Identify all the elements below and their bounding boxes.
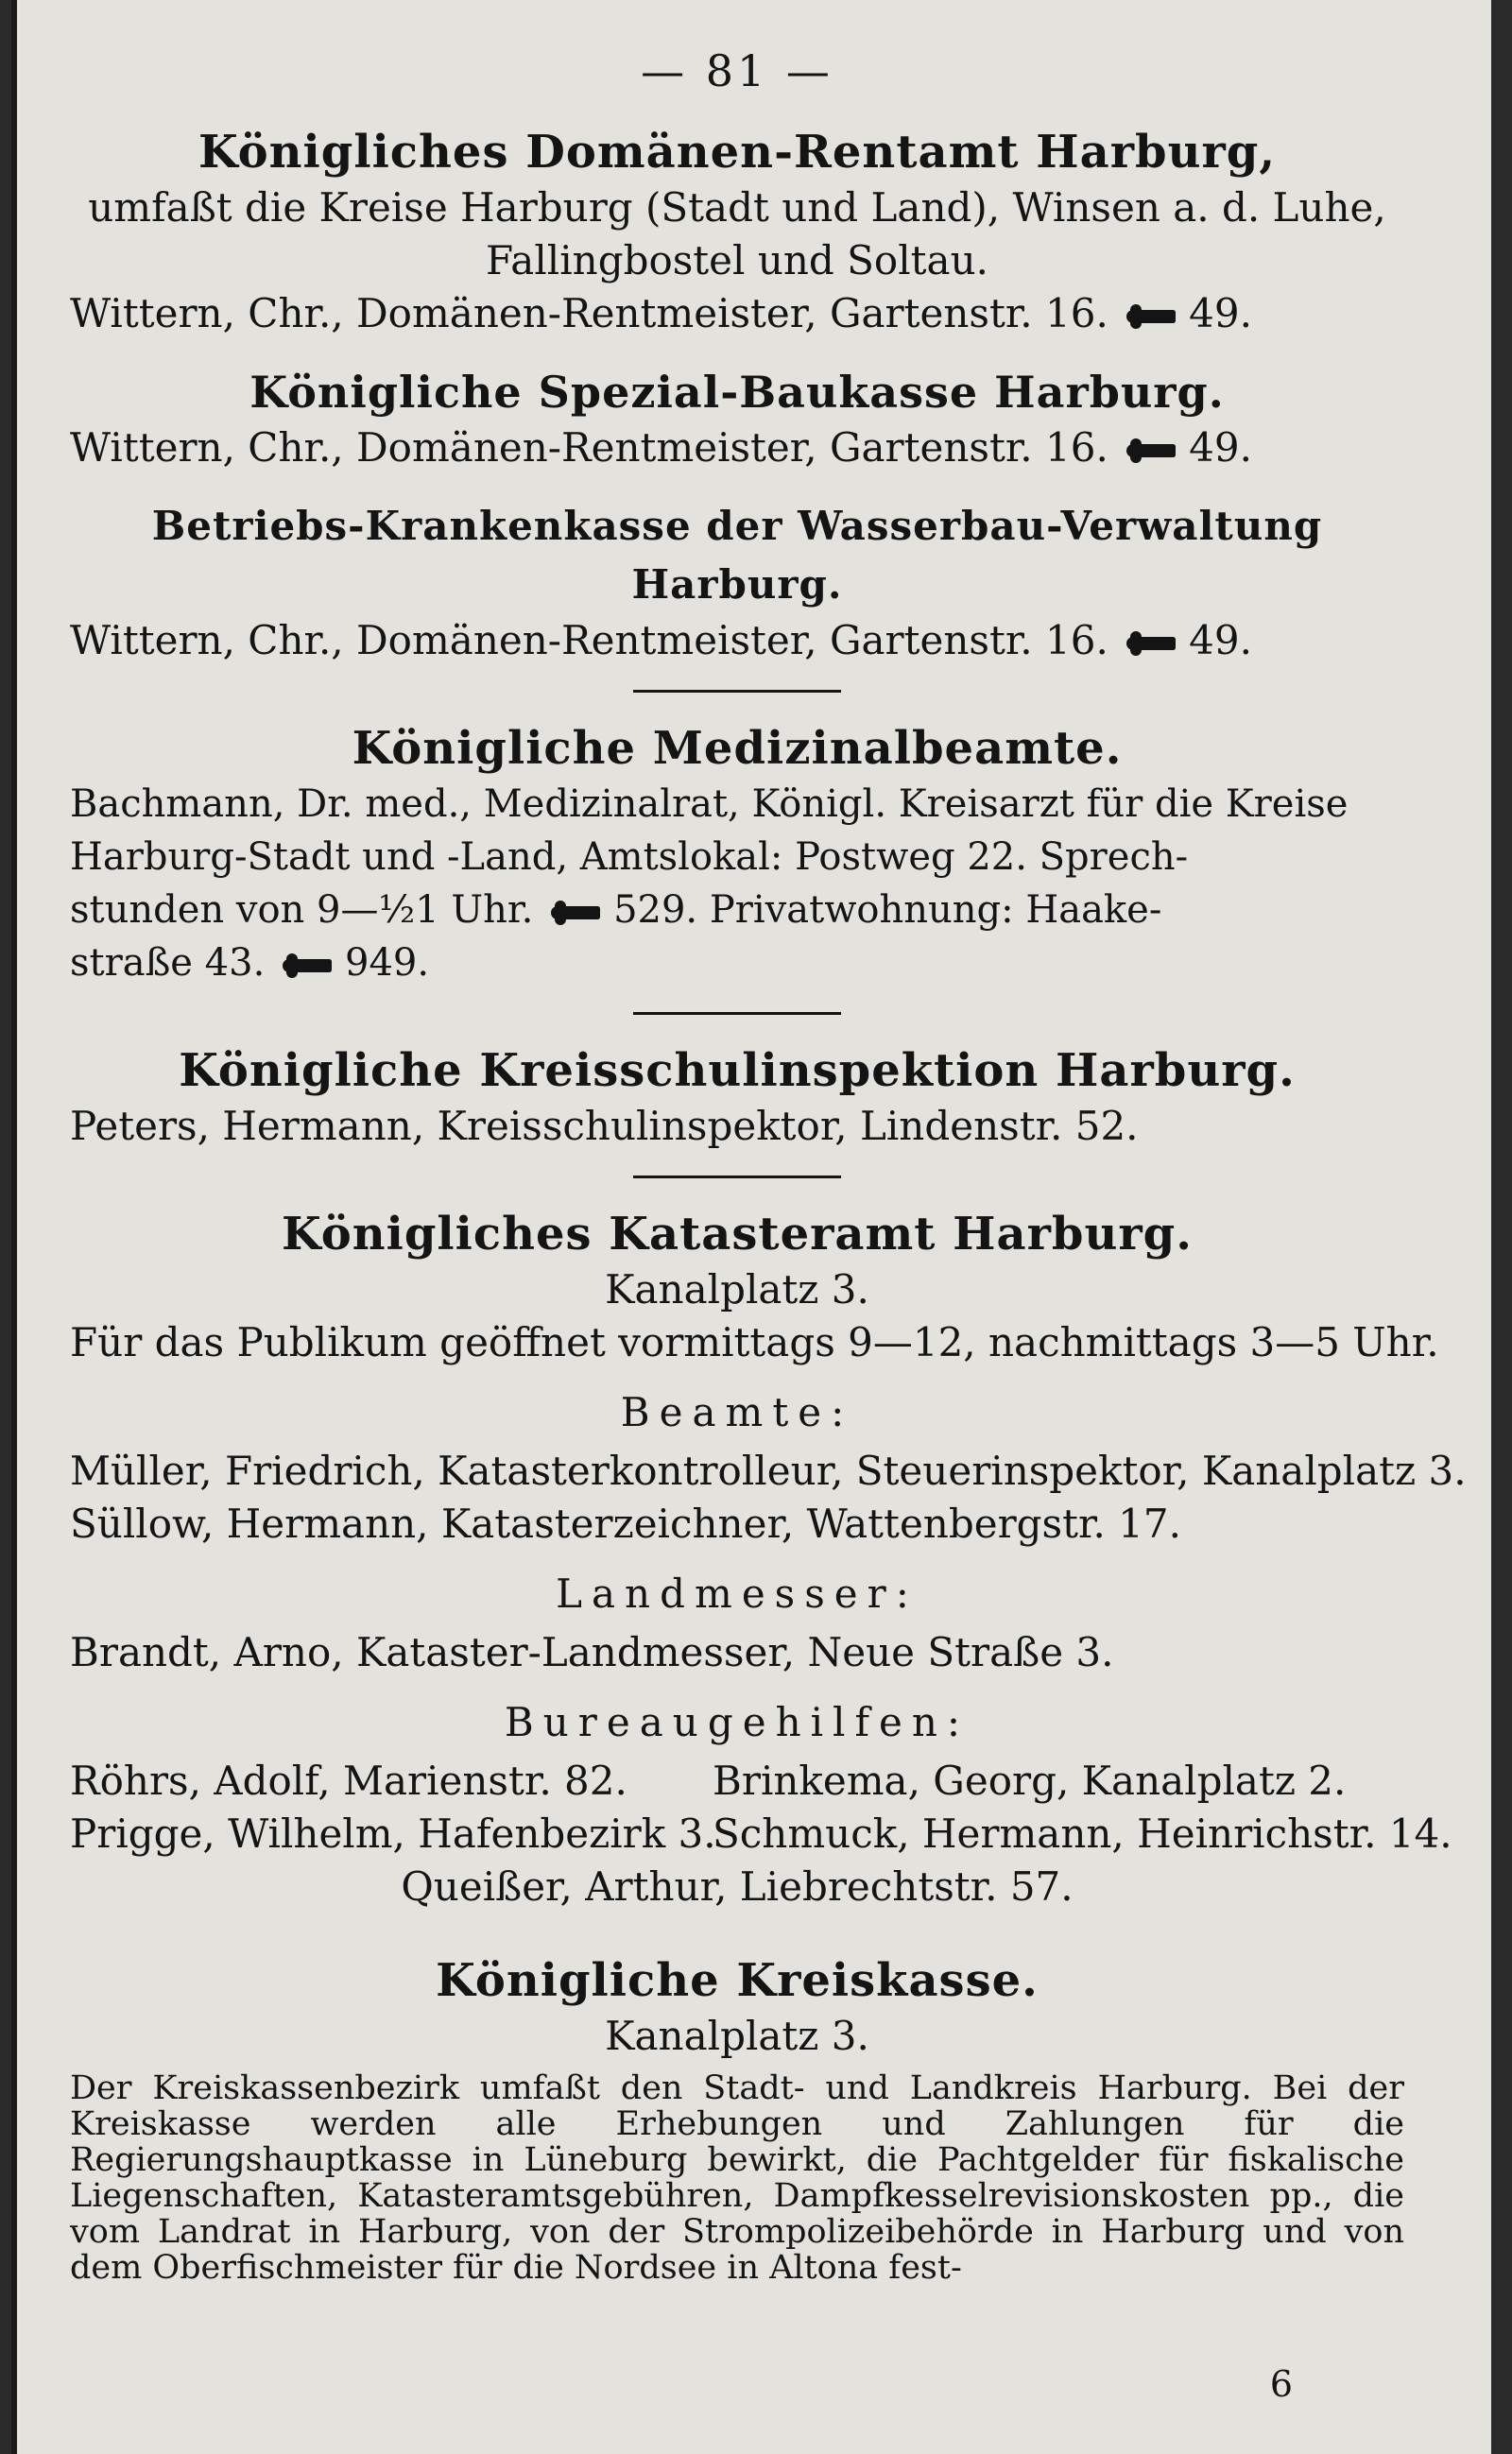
entry-line: Bachmann, Dr. med., Medizinalrat, Königl. Kreisarzt für die Kreise — [70, 782, 1349, 826]
list-item: Müller, Friedrich, Katasterkontrolleur, Steuerinspektor, Kanalplatz 3. — [70, 1448, 1467, 1494]
entry-line — [70, 936, 1404, 989]
entry-line: Peters, Hermann, Kreisschulinspektor, Lindenstr. 52. — [70, 1103, 1139, 1149]
entry-text: straße 43. — [70, 941, 266, 985]
section-description: Fallingbostel und Soltau. — [486, 237, 988, 283]
telephone-icon — [283, 953, 335, 978]
entry-line — [70, 287, 1404, 340]
opening-hours: Für das Publikum geöffnet vormittags 9—12, nachmittags 3—5 Uhr. — [70, 1319, 1439, 1365]
entry-text: Wittern, Chr., Domänen-Rentmeister, Gartenstr. 16. — [70, 290, 1108, 336]
category-label: Beamte: — [620, 1389, 854, 1435]
list-item: Prigge, Wilhelm, Hafenbezirk 3. — [70, 1810, 716, 1857]
right-page-edge — [1491, 0, 1512, 2454]
section-divider — [633, 690, 841, 693]
section-address: Kanalplatz 3. — [605, 1266, 869, 1313]
telephone-icon — [551, 901, 604, 925]
section-katasteramt — [70, 1205, 1467, 1913]
entry-line — [70, 614, 1404, 667]
left-page-edge — [0, 0, 11, 2454]
section-divider — [633, 1012, 841, 1015]
list-row — [70, 1755, 1404, 1808]
telephone-icon — [1126, 438, 1179, 463]
section-title: Königliche Kreiskasse. — [436, 1954, 1039, 2007]
entry-line — [70, 884, 1404, 936]
section-kreiskasse — [70, 1951, 1404, 2286]
category-label: Landmesser: — [556, 1570, 919, 1617]
section-title: Königliche Kreisschulinspektion Harburg. — [179, 1044, 1296, 1097]
list-item: Süllow, Hermann, Katasterzeichner, Wattenbergstr. 17. — [70, 1501, 1181, 1547]
section-betriebs-krankenkasse — [70, 497, 1404, 667]
section-body-text: Der Kreiskassenbezirk umfaßt den Stadt- und Landkreis Harburg. Bei der Kreiskasse werden alle Erhebungen und Zahlungen für die Regierungshauptkasse in Lüneburg bewirkt, die Pachtgelder für fiskalische Liegenschaften, Katasteramtsgebühren, Dampfkesselrevisionskosten pp., die vom Landrat in Harburg, von der Strompolizeibehörde in Harburg und von dem Oberfischmeister für die Nordsee in Altona fest- — [70, 2069, 1404, 2287]
entry-text: Privatwohnung: Haake- — [709, 888, 1162, 932]
section-kreisschulinspektion — [70, 1041, 1404, 1153]
section-divider — [633, 1176, 841, 1178]
book-page — [17, 0, 1491, 2454]
list-item: Schmuck, Hermann, Heinrichstr. 14. — [713, 1810, 1452, 1857]
list-item: Brandt, Arno, Kataster-Landmesser, Neue Straße 3. — [70, 1629, 1114, 1675]
section-title: Königliche Spezial-Baukasse Harburg. — [249, 367, 1225, 418]
section-title: Königliche Medizinalbeamte. — [352, 722, 1123, 775]
page-number: — 81 — — [641, 45, 833, 96]
section-title: Betriebs-Krankenkasse der Wasserbau-Verwaltung Harburg. — [151, 503, 1323, 608]
section-medizinalbeamte — [70, 719, 1404, 989]
section-domaenen-rentamt — [70, 123, 1404, 340]
phone-number: 49. — [1189, 424, 1252, 471]
telephone-icon — [1126, 631, 1179, 656]
telephone-icon — [1126, 304, 1179, 329]
phone-number: 949. — [345, 941, 430, 985]
entry-line: Harburg-Stadt und -Land, Amtslokal: Postweg 22. Sprech- — [70, 835, 1189, 879]
section-description: umfaßt die Kreise Harburg (Stadt und Land), Winsen a. d. Luhe, — [88, 184, 1386, 231]
section-title: Königliches Domänen-Rentamt Harburg, — [198, 126, 1277, 179]
phone-number: 49. — [1189, 617, 1252, 663]
section-address: Kanalplatz 3. — [605, 2013, 869, 2059]
list-row — [70, 1808, 1452, 1861]
entry-text: stunden von 9—½1 Uhr. — [70, 888, 534, 932]
list-item: Brinkema, Georg, Kanalplatz 2. — [713, 1758, 1347, 1804]
entry-text: Wittern, Chr., Domänen-Rentmeister, Gartenstr. 16. — [70, 617, 1108, 663]
list-item: Röhrs, Adolf, Marienstr. 82. — [70, 1758, 627, 1804]
category-label: Bureaugehilfen: — [504, 1699, 971, 1745]
phone-number: 529. — [613, 888, 698, 932]
list-item: Queißer, Arthur, Liebrechtstr. 57. — [401, 1863, 1074, 1910]
phone-number: 49. — [1189, 290, 1252, 336]
signature-mark: 6 — [1269, 2363, 1293, 2405]
entry-text: Wittern, Chr., Domänen-Rentmeister, Gartenstr. 16. — [70, 424, 1108, 471]
section-spezial-baukasse — [70, 363, 1404, 474]
section-title: Königliches Katasteramt Harburg. — [282, 1208, 1193, 1261]
entry-line — [70, 421, 1404, 474]
